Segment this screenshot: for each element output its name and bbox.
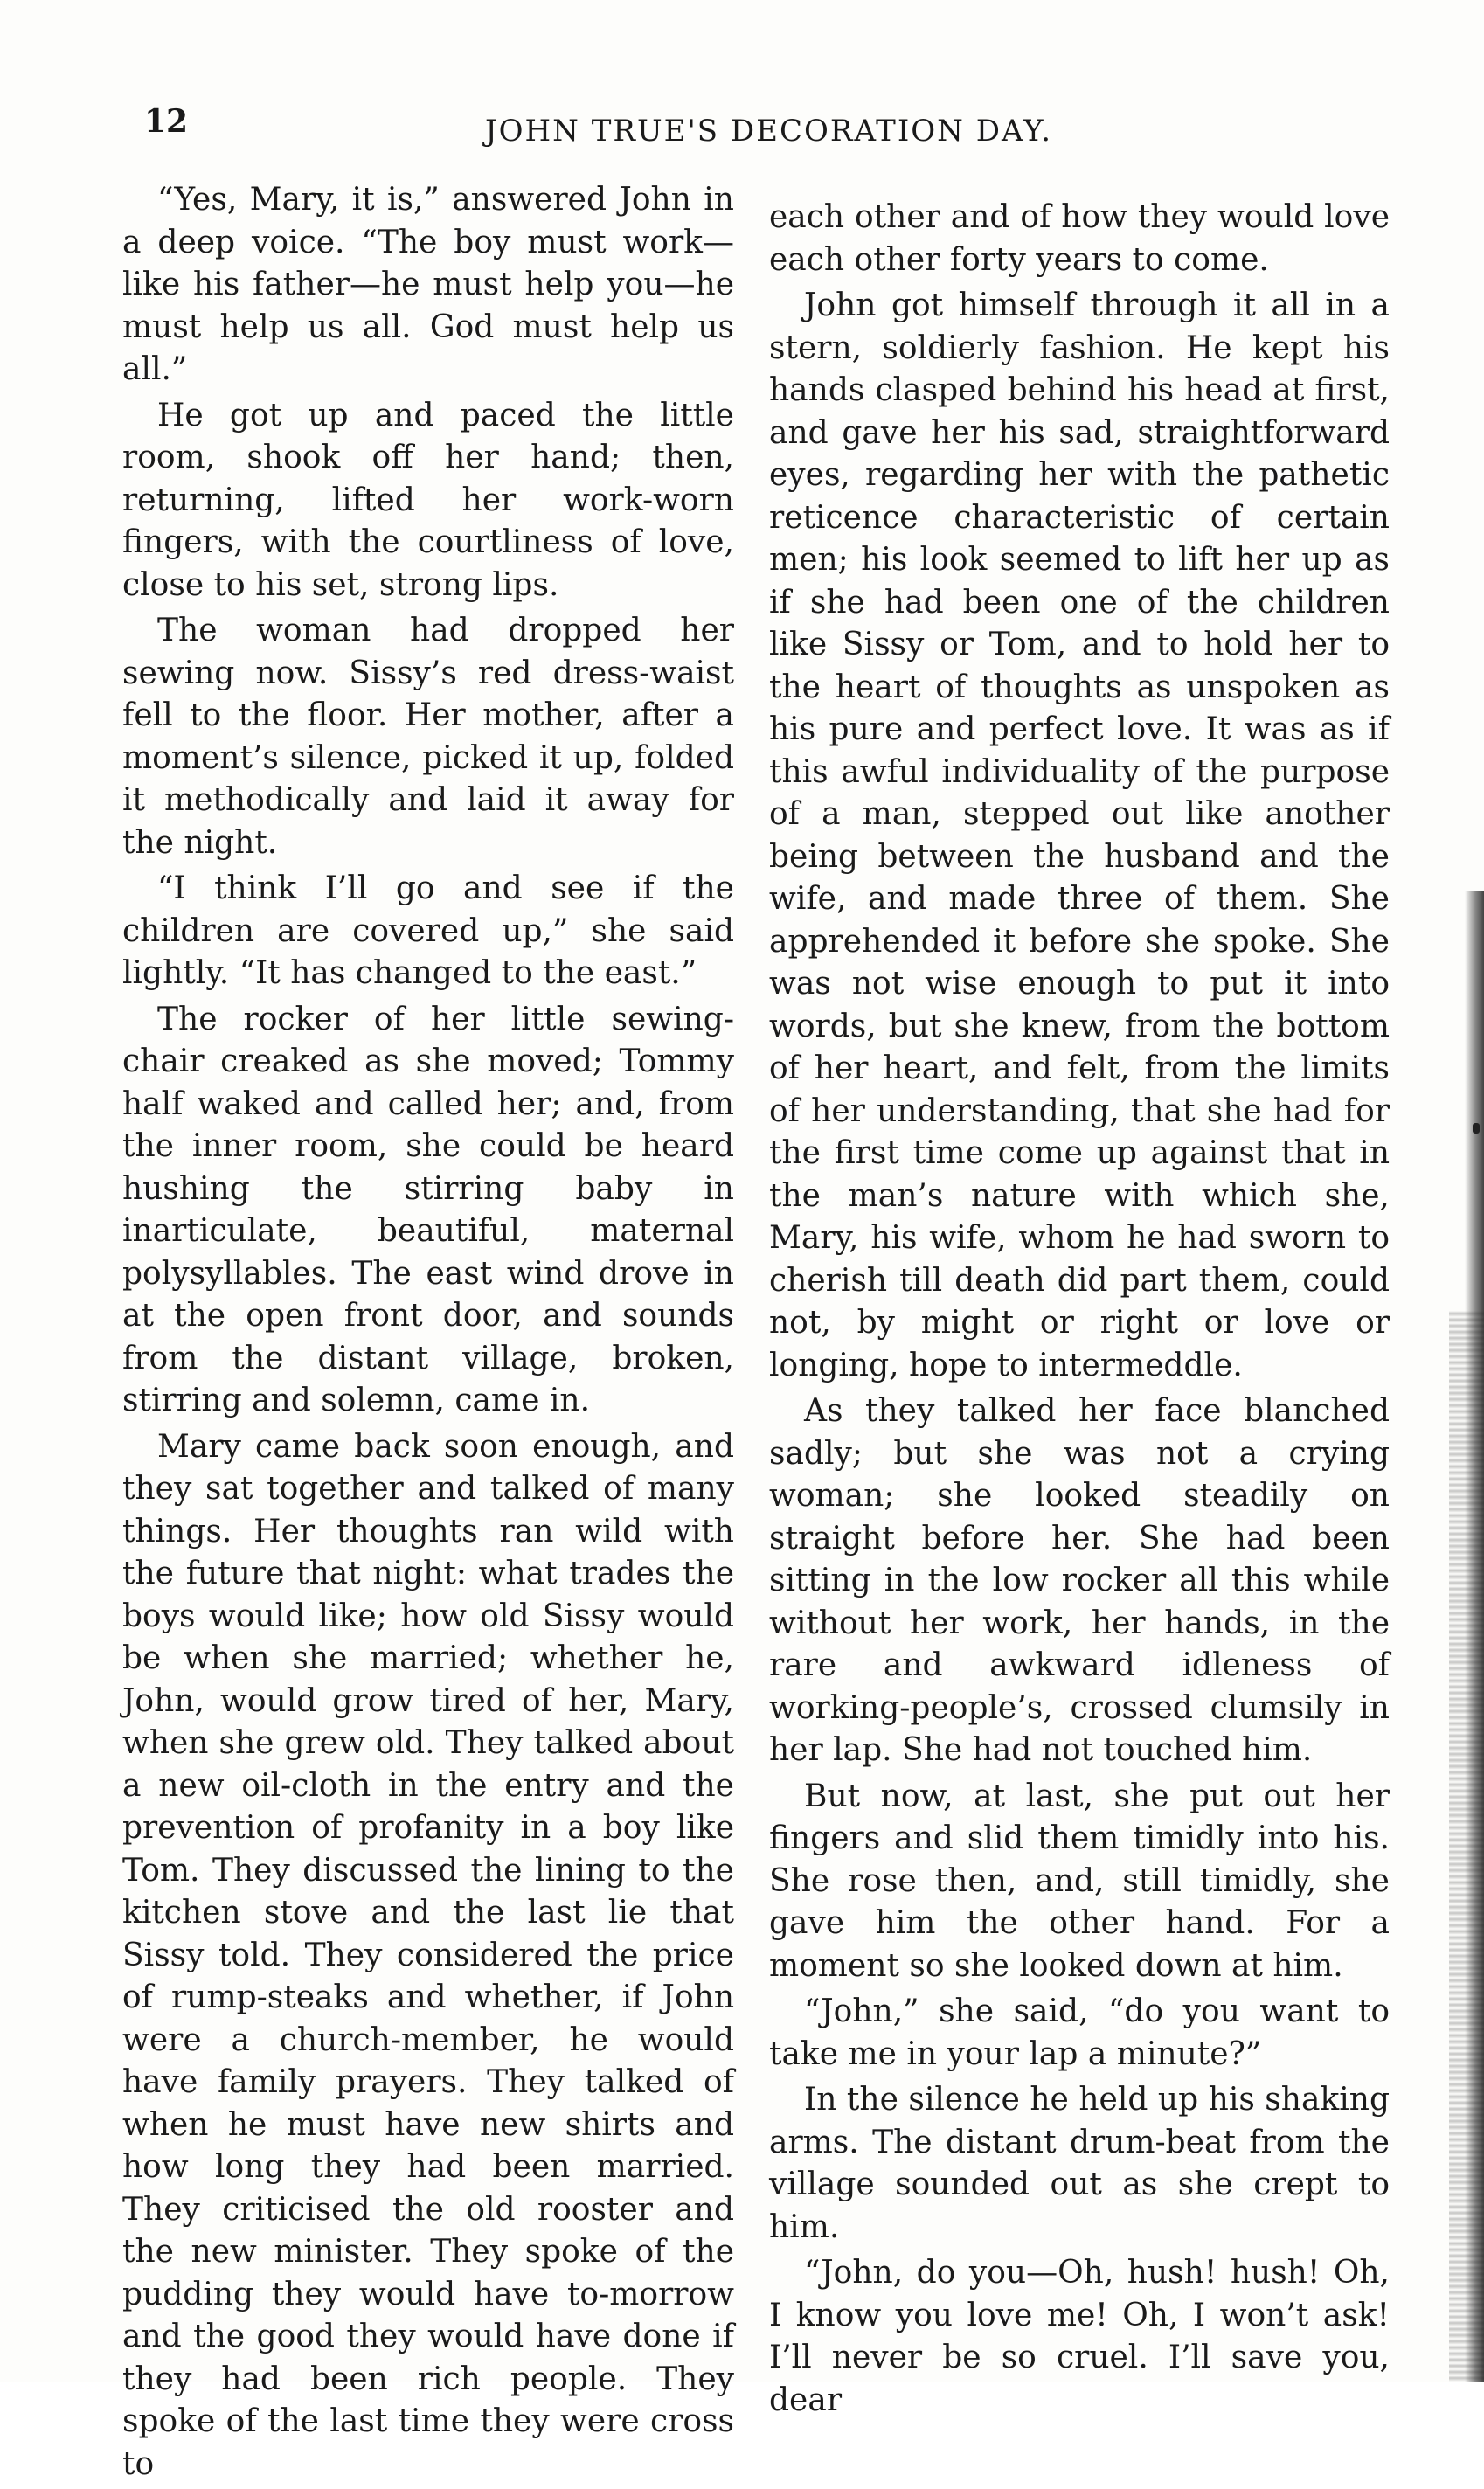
- paragraph-continued: each other and of how they would love each other forty years to come.: [769, 199, 1390, 278]
- paragraph: The woman had dropped her sewing now. Sissy’s red dress-waist fell to the floor. Her mother, after a moment’s silence, picked it up, folded it methodically and laid it away for the night.: [122, 613, 734, 861]
- paragraph: As they talked her face blanched sadly; but she was not a crying woman; she looked steadily on straight before her. She had been sitting in the low rocker all this while without her work, her hands, in the rare and awkward idleness of working-people’s, crossed clumsily in her lap. She had not touched him.: [769, 1393, 1390, 1768]
- paragraph: Mary came back soon enough, and they sat together and talked of many things. Her thoughts ran wild with the future that night: what trades the boys would like; how old Sissy would be when she married; whether he, John, would grow tired of her, Mary, when she grew old. They talked about a new oil-cloth in the entry and the prevention of profanity in a boy like Tom. They discussed the lining to the kitchen stove and the last lie that Sissy told. They considered the price of rump-steaks and whether, if John were a church-member, he would have family prayers. They talked of when he must have new shirts and how long they had been married. They criticised the old rooster and the new minister. They spoke of the pudding they would have to-morrow and the good they would have done if they had been rich people. They spoke of the last time they were cross to: [122, 1428, 734, 2482]
- paragraph: “John,” she said, “do you want to take me in your lap a minute?”: [769, 1993, 1390, 2072]
- paragraph: “John, do you—Oh, hush! hush! Oh, I know you love me! Oh, I won’t ask! I’ll never be so cruel. I’ll save you, dear: [769, 2255, 1390, 2418]
- left-column: [122, 179, 734, 2489]
- page-edge-texture: [1449, 1311, 1484, 2382]
- paragraph: He got up and paced the little room, shook off her hand; then, returning, lifted her work-worn fingers, with the courtliness of love, close to his set, strong lips.: [122, 397, 734, 603]
- right-column: [769, 197, 1390, 2425]
- margin-ink-mark: [1473, 1123, 1480, 1134]
- paragraph: “Yes, Mary, it is,” answered John in a deep voice. “The boy must work—like his father—he must help you—he must help us all. God must help us all.”: [122, 182, 734, 387]
- running-title: JOHN TRUE'S DECORATION DAY.: [485, 114, 1053, 149]
- paragraph: In the silence he held up his shaking arms. The distant drum-beat from the village sounded out as she crept to him.: [769, 2082, 1390, 2245]
- page-number: 12: [144, 103, 189, 140]
- paragraph: The rocker of her little sewing-chair creaked as she moved; Tommy half waked and called her; and, from the inner room, she could be heard hushing the stirring baby in inarticulate, beautiful, maternal polysyllables. The east wind drove in at the open front door, and sounds from the distant village, broken, stirring and solemn, came in.: [122, 1001, 734, 1418]
- paragraph: “I think I’ll go and see if the children are covered up,” she said lightly. “It has changed to the east.”: [122, 870, 734, 991]
- paragraph: John got himself through it all in a stern, soldierly fashion. He kept his hands clasped behind his head at first, and gave her his sad, straightforward eyes, regarding her with the pathetic reticence characteristic of certain men; his look seemed to lift her up as if she had been one of the children like Sissy or Tom, and to hold her to the heart of thoughts as unspoken as his pure and perfect love. It was as if this awful individuality of the purpose of a man, stepped out like another being between the husband and the wife, and made three of them. She apprehended it before she spoke. She was not wise enough to put it into words, but she knew, from the bottom of her heart, and felt, from the limits of her understanding, that she had for the first time come up against that in the man’s nature with which she, Mary, his wife, whom he had sworn to cherish till death did part them, could not, by might or right or love or longing, hope to intermeddle.: [769, 288, 1390, 1383]
- paragraph: But now, at last, she put out her fingers and slid them timidly into his. She rose then, and, still timidly, she gave him the other hand. For a moment so she looked down at him.: [769, 1778, 1390, 1984]
